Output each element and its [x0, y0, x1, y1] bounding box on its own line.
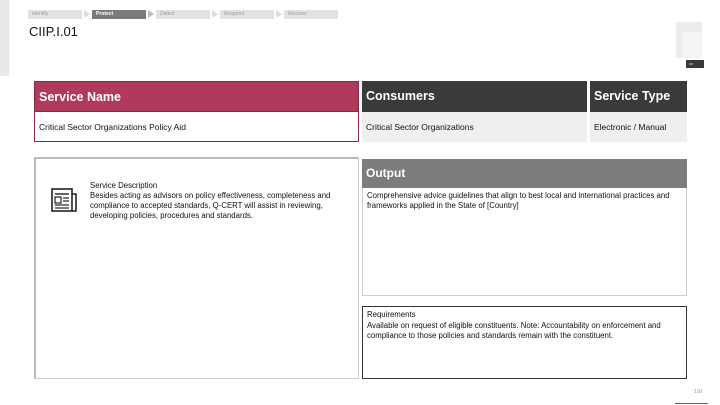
service-description-title: Service Description [90, 181, 158, 190]
page-title: CIIP.I.01 [29, 24, 78, 39]
service-type-header: Service Type [590, 81, 687, 112]
document-icon [50, 186, 78, 214]
service-name-header: Service Name [34, 81, 359, 112]
step-detect[interactable]: Detect [156, 10, 210, 19]
phase-stepper [28, 10, 348, 19]
service-description-text: Besides acting as advisors on policy effectiveness, completeness and compliance to accepted standards, Q-CERT will assist in reviewing, developing policies, procedures and standards. [90, 191, 331, 220]
output-text: Comprehensive advice guidelines that align to best local and international practices and frameworks applied in the State of [Country] [362, 188, 687, 296]
step-recover[interactable]: Recover [284, 10, 338, 19]
page-number: 100 [694, 389, 703, 395]
service-type-value: Electronic / Manual [590, 112, 687, 142]
step-respond[interactable]: Respond [220, 10, 274, 19]
requirements-title: Requirements [367, 310, 416, 319]
service-name-value: Critical Sector Organizations Policy Aid [34, 112, 359, 142]
service-description-box [34, 157, 359, 379]
requirements-text: Available on request of eligible constituents. Note: Accountability on enforcement and compliance to those policies and standards remain with the constituent. [367, 320, 661, 340]
corner-decoration [676, 22, 704, 68]
consumers-value: Critical Sector Organizations [362, 112, 587, 142]
footer-rule [675, 403, 708, 404]
left-accent-strip [0, 0, 9, 76]
output-header: Output [362, 159, 687, 188]
consumers-header: Consumers [362, 81, 587, 112]
step-protect[interactable]: Protect [92, 10, 146, 19]
corner-tag: ••• [686, 60, 704, 68]
requirements-box [362, 306, 687, 379]
step-identify[interactable]: Identify [28, 10, 82, 19]
